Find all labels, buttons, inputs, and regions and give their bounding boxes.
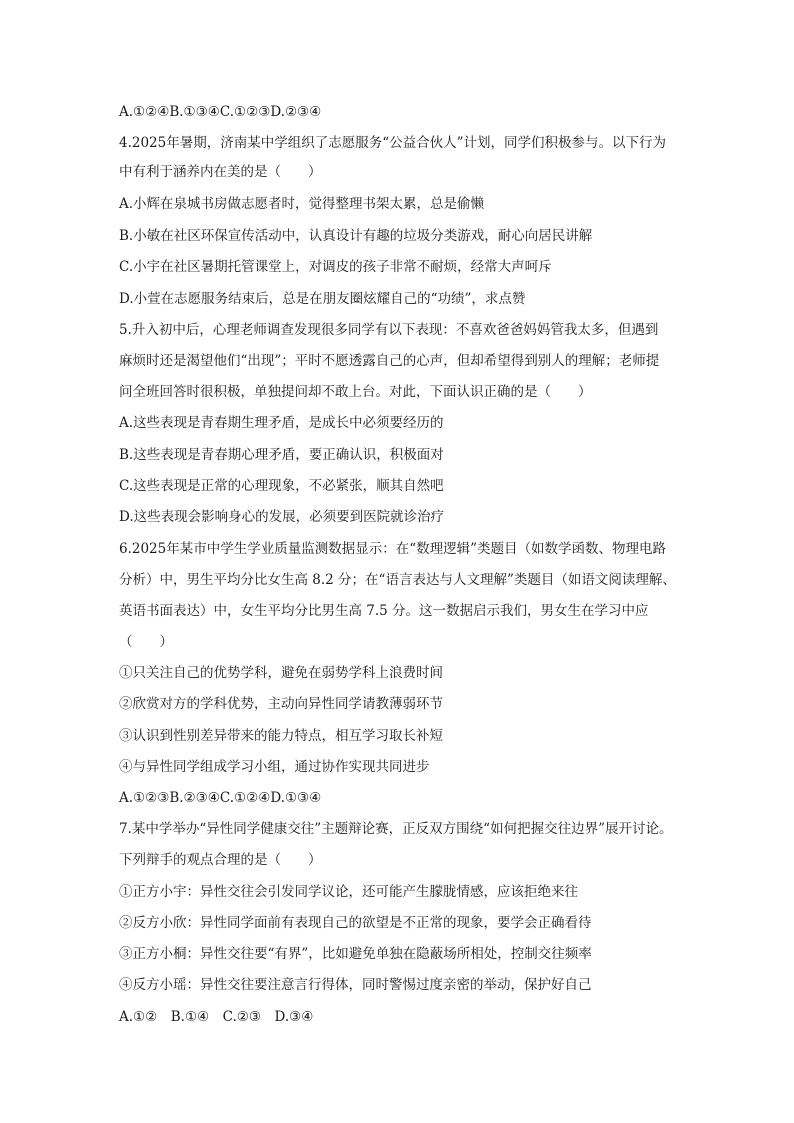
q7-stem-line-2: 下列辩手的观点合理的是（ ） — [119, 852, 322, 868]
q6-answer-options: A.①②③B.②③④C.①②④D.①③④ — [119, 790, 322, 806]
q6-statement-1: ①只关注自己的优势学科，避免在弱势学科上浪费时间 — [119, 665, 443, 681]
q4-option-a: A.小辉在泉城书房做志愿者时，觉得整理书架太累，总是偷懒 — [119, 196, 485, 212]
q5-stem-line-1: 5.升入初中后，心理老师调查发现很多同学有以下表现：不喜欢爸爸妈妈管我太多，但遇到 — [119, 322, 659, 338]
q6-statement-2: ②欣赏对方的学科优势，主动向异性同学请教薄弱环节 — [119, 696, 443, 712]
q6-statement-3: ③认识到性别差异带来的能力特点，相互学习取长补短 — [119, 728, 443, 744]
q3-answer-options: A.①②④B.①③④C.①②③D.②③④ — [119, 104, 322, 120]
q5-option-c: C.这些表现是正常的心理现象，不必紧张，顺其自然吧 — [119, 478, 444, 494]
q7-statement-4: ④反方小瑶：异性交往要注意言行得体，同时警惕过度亲密的举动，保护好自己 — [119, 977, 592, 993]
q4-option-c: C.小宇在社区暑期托管课堂上，对调皮的孩子非常不耐烦，经常大声呵斥 — [119, 259, 552, 275]
q7-statement-3: ③正方小桐：异性交往要“有界”，比如避免单独在隐蔽场所相处，控制交往频率 — [119, 946, 592, 962]
q6-stem-line-4: （ ） — [119, 634, 173, 650]
q7-stem-line-1: 7.某中学举办“异性同学健康交往”主题辩论赛，正反双方围绕“如何把握交往边界”展开讨论。 — [119, 821, 673, 837]
q6-statement-4: ④与异性同学组成学习小组，通过协作实现共同进步 — [119, 759, 430, 775]
q7-answer-options: A.①② B.①④ C.②③ D.③④ — [119, 1009, 314, 1025]
q4-option-b: B.小敏在社区环保宣传活动中，认真设计有趣的垃圾分类游戏，耐心向居民讲解 — [119, 228, 593, 244]
q5-option-d: D.这些表现会影响身心的发展，必须要到医院就诊治疗 — [119, 509, 445, 525]
q4-stem-line-2: 中有利于涵养内在美的是（ ） — [119, 164, 322, 180]
q5-option-a: A.这些表现是青春期生理矛盾，是成长中必须要经历的 — [119, 415, 444, 431]
q4-option-d: D.小萱在志愿服务结束后，总是在朋友圈炫耀自己的“功绩”，求点赞 — [119, 291, 526, 307]
q7-statement-1: ①正方小宇：异性交往会引发同学议论，还可能产生朦胧情感，应该拒绝来往 — [119, 884, 578, 900]
q6-stem-line-2: 分析）中，男生平均分比女生高 8.2 分；在“语言表达与人文理解”类题目（如语文阅读理解、 — [119, 572, 676, 588]
q5-stem-line-3: 问全班回答时很积极，单独提问却不敢上台。对此，下面认识正确的是（ ） — [119, 384, 592, 400]
q7-statement-2: ②反方小欣：异性同学面前有表现自己的欲望是不正常的现象，要学会正确看待 — [119, 915, 592, 931]
q5-stem-line-2: 麻烦时还是渴望他们“出现”；平时不愿透露自己的心声，但却希望得到别人的理解；老师提 — [119, 353, 660, 369]
q5-option-b: B.这些表现是青春期心理矛盾，要正确认识，积极面对 — [119, 447, 444, 463]
q6-stem-line-3: 英语书面表达）中，女生平均分比男生高 7.5 分。这一数据启示我们，男女生在学习中应 — [119, 603, 649, 619]
q6-stem-line-1: 6.2025年某市中学生学业质量监测数据显示：在“数理逻辑”类题目（如数学函数、物理电路 — [119, 541, 667, 557]
q4-stem-line-1: 4.2025年暑期，济南某中学组织了志愿服务“公益合伙人”计划，同学们积极参与。以下行为 — [119, 135, 667, 151]
